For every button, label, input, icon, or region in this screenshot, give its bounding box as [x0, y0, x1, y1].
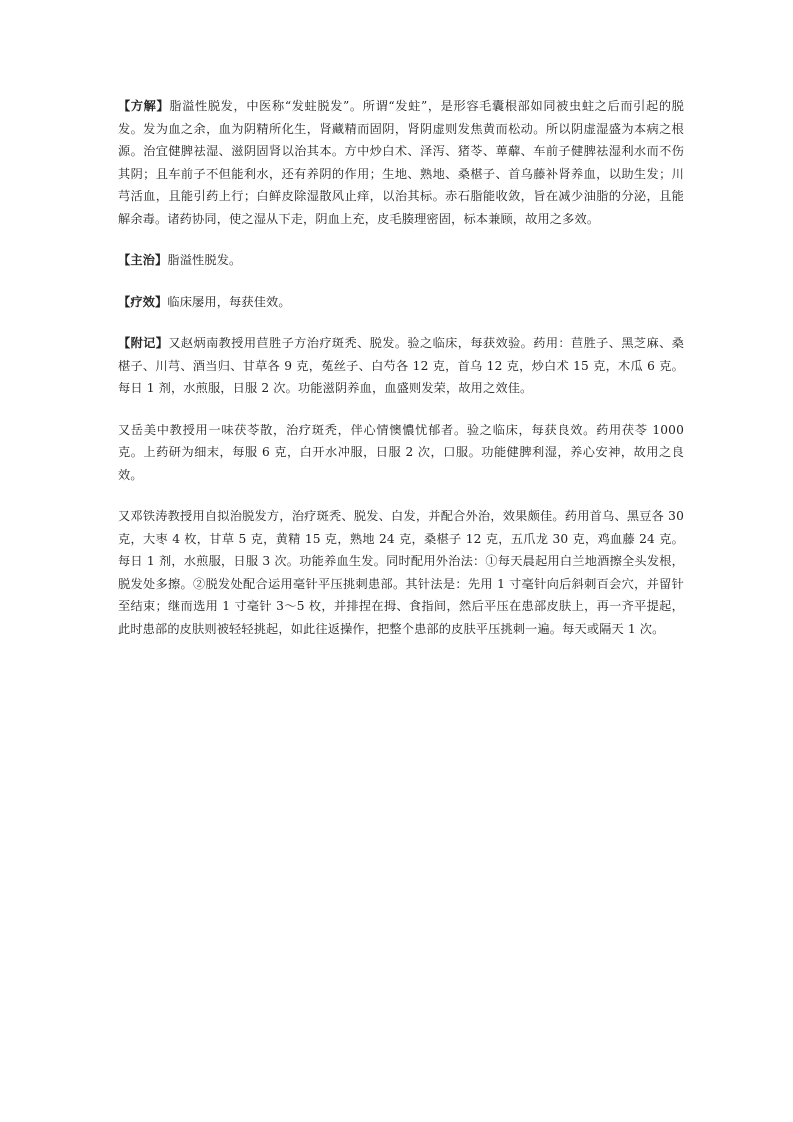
paragraph-text: 脂溢性脱发。: [167, 253, 242, 267]
section-tag: 【方解】: [118, 99, 170, 113]
paragraph-fuji: [118, 332, 684, 400]
paragraph-zhuzhi: [118, 249, 684, 272]
paragraph-yue: [118, 419, 684, 487]
paragraph-fangjie: [118, 95, 684, 230]
document-body: [118, 95, 684, 659]
paragraph-deng: [118, 505, 684, 640]
paragraph-text: 脂溢性脱发，中医称“发蛀脱发”。所谓“发蛀”，是形容毛囊根部如同被虫蛀之后而引起的脱发。发为血之余，血为阴精所化生，肾藏精而固阴，肾阴虚则发焦黄而松动。所以阴虚湿盛为本病之根源。治宜健脾祛湿、滋阴固肾以治其本。方中炒白术、泽泻、猪苓、萆薢、车前子健脾祛湿利水而不伤其阴；且车前子不但能利水，还有养阴的作用；生地、熟地、桑椹子、首乌藤补肾养血，以助生发；川芎活血，且能引药上行；白鲜皮除湿散风止痒，以治其标。赤石脂能收敛，旨在减少油脂的分泌，且能解余毒。诸药协同，使之湿从下走，阴血上充，皮毛腠理密固，标本兼顾，故用之多效。: [118, 99, 684, 226]
paragraph-liaoxiao: [118, 291, 684, 314]
paragraph-text: 又赵炳南教授用苣胜子方治疗斑秃、脱发。验之临床，每获效验。药用：苣胜子、黑芝麻、桑椹子、川芎、酒当归、甘草各 9 克，菟丝子、白芍各 12 克，首乌 12 克，炒白术 15 克，木瓜 6 克。每日 1 剂，水煎服，日服 2 次。功能滋阴养血，血盛则发荣，故用之效佳。: [118, 336, 684, 395]
section-tag: 【附记】: [118, 336, 169, 350]
paragraph-text: 临床屡用，每获佳效。: [167, 294, 291, 309]
paragraph-text: 又邓铁涛教授用自拟治脱发方，治疗斑秃、脱发、白发，并配合外治，效果颇佳。药用首乌、黑豆各 30 克，大枣 4 枚，甘草 5 克，黄精 15 克，熟地 24 克，桑椹子 12 克，五爪龙 30 克，鸡血藤 24 克。每日 1 剂，水煎服，日服 3 次。功能养血生发。同时配用外治法：①每天晨起用白兰地酒擦全头发根，脱发处多擦。②脱发处配合运用毫针平压挑刺患部。其针法是：先用 1 寸毫针向后斜刺百会穴，并留针至结束；继而选用 1 寸毫针 3～5 枚，并排捏在拇、食指间，然后平压在患部皮肤上，再一齐平提起，此时患部的皮肤则被轻轻挑起，如此往返操作，把整个患部的皮肤平压挑刺一遍。每天或隔天 1 次。: [118, 509, 684, 636]
section-tag: 【疗效】: [118, 294, 168, 309]
section-tag: 【主治】: [118, 253, 168, 267]
paragraph-text: 又岳美中教授用一味茯苓散，治疗斑秃，伴心情懊憹忧郁者。验之临床，每获良效。药用茯苓 1000 克。上药研为细末，每服 6 克，白开水冲服，日服 2 次，口服。功能健脾利湿，养心安神，故用之良效。: [118, 422, 684, 482]
